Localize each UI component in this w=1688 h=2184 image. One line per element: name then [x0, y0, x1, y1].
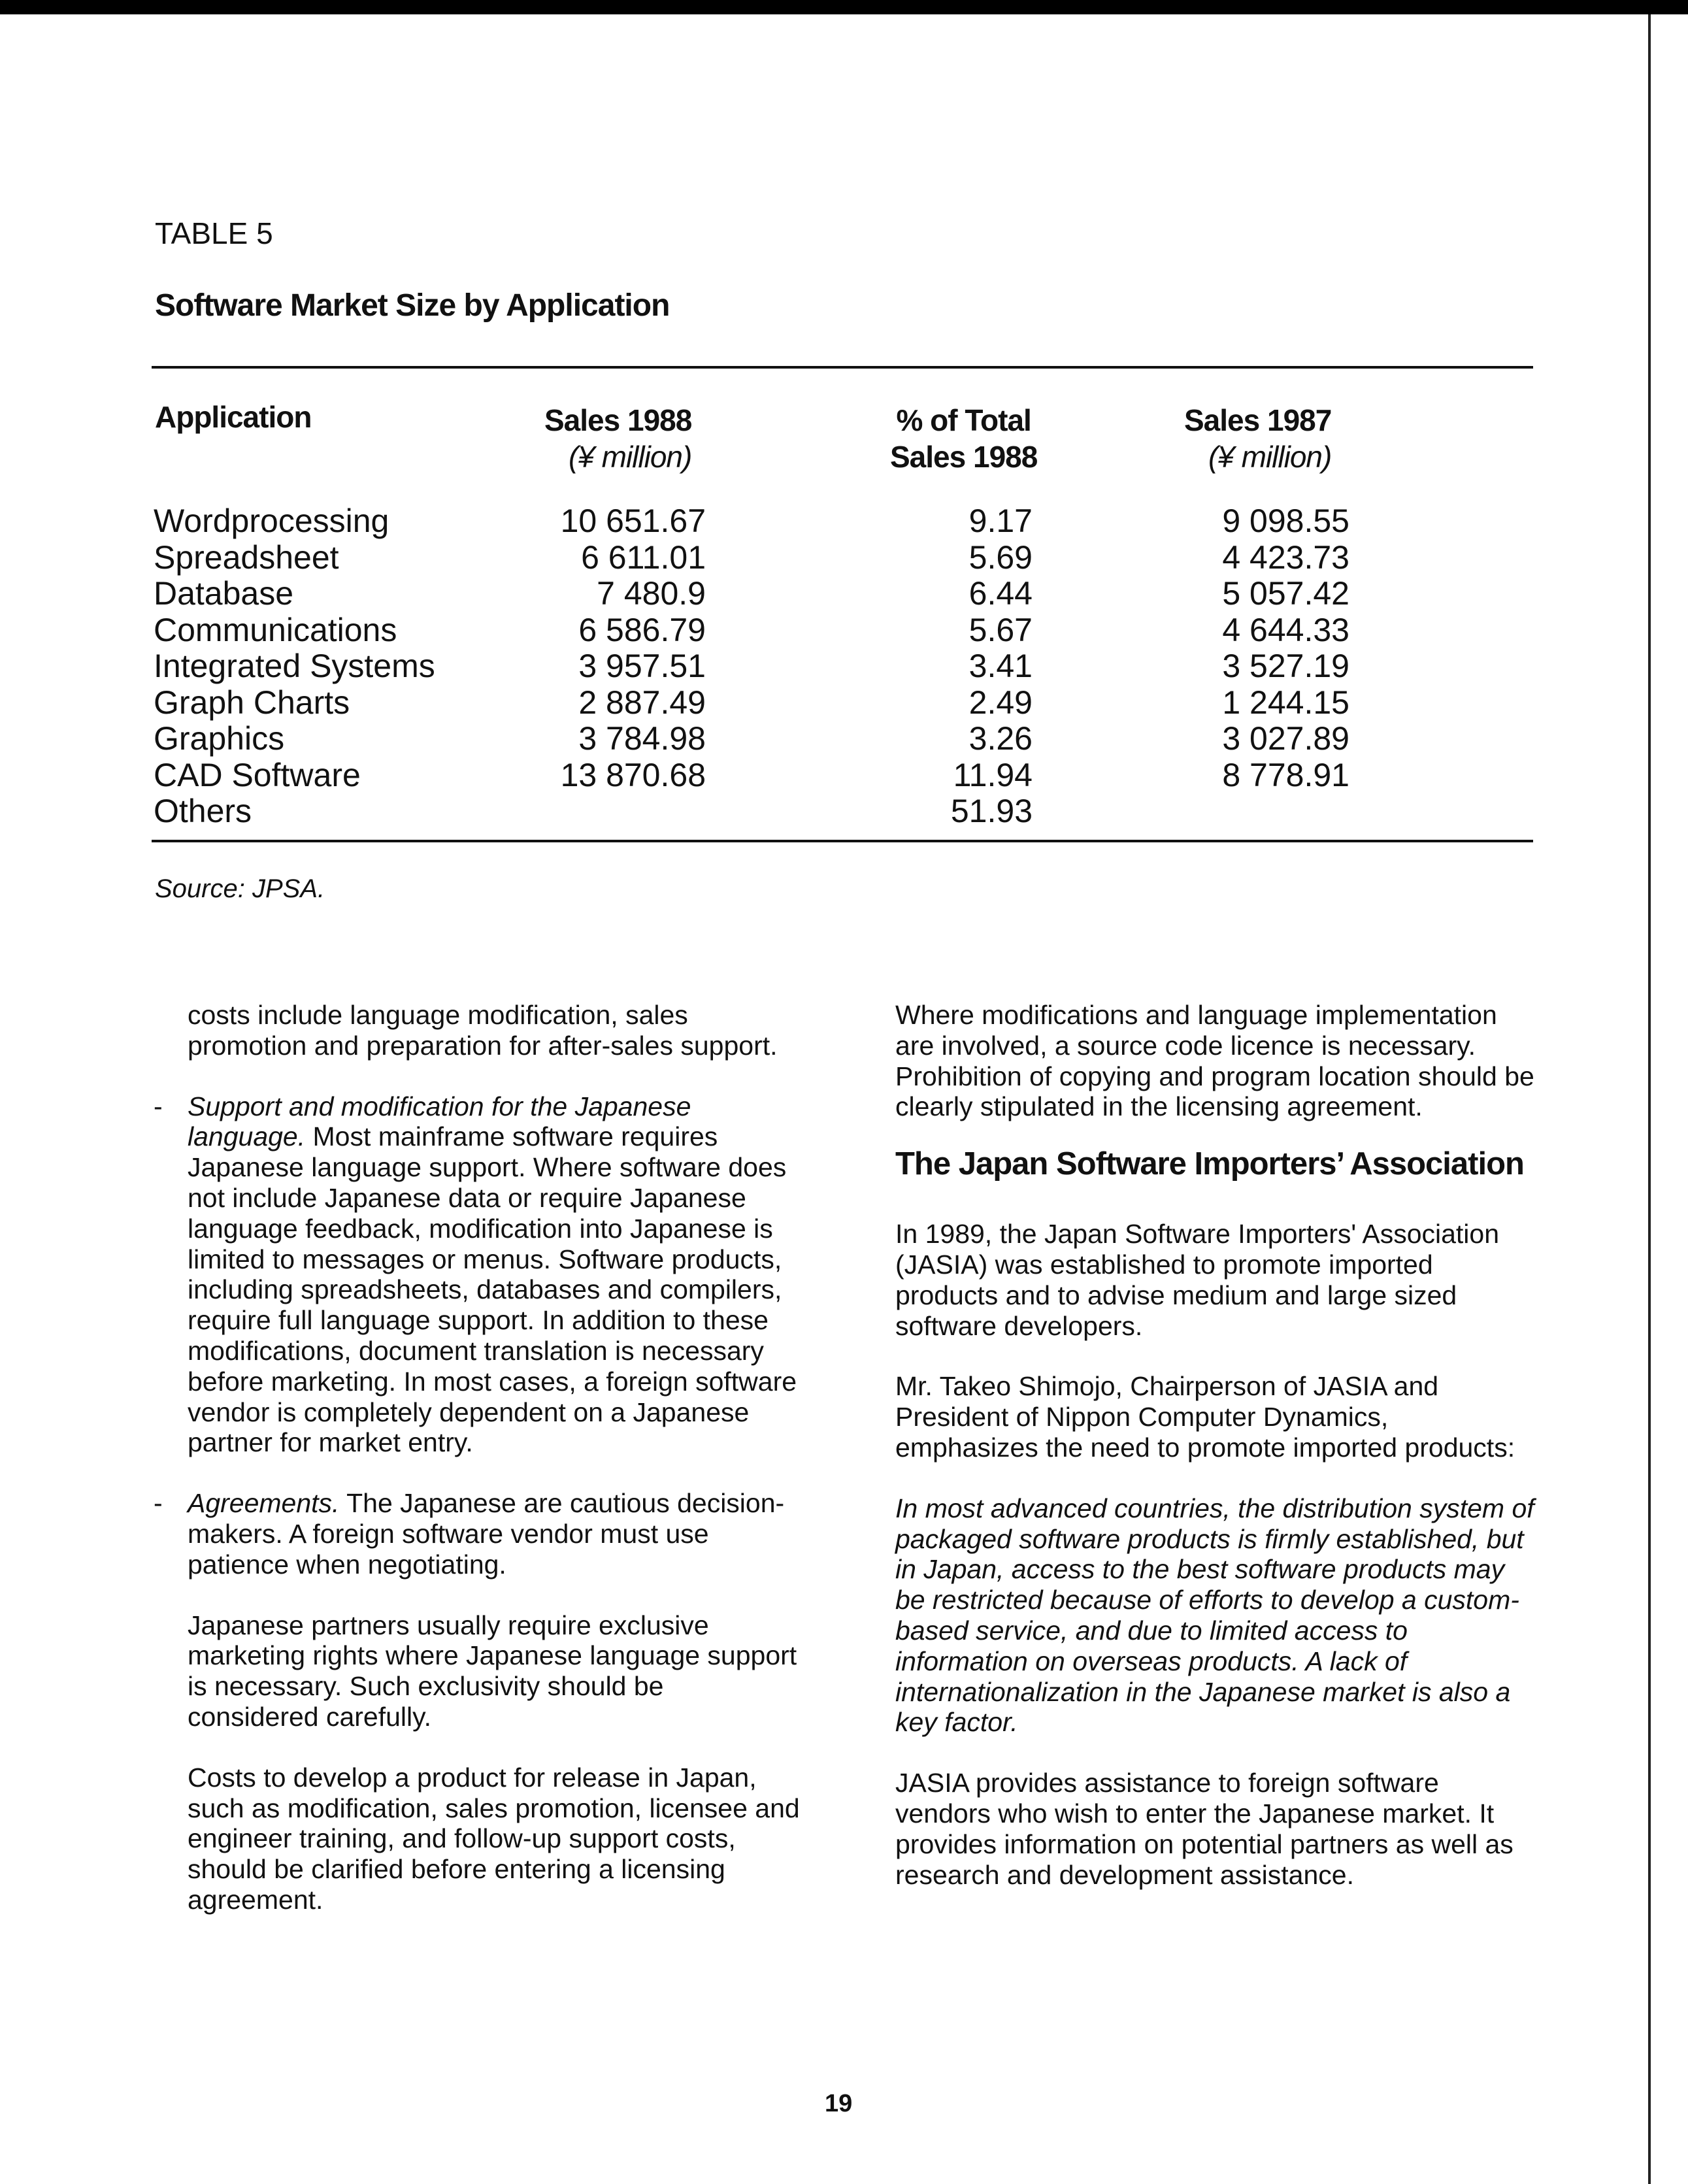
- table-label: TABLE 5: [155, 216, 273, 250]
- bullet-agreements: [154, 1488, 802, 1580]
- right-paragraph-3: Mr. Takeo Shimojo, Chairperson of JASIA and President of Nippon Computer Dynamics, emphasizes the need to promote imported products:: [895, 1371, 1515, 1463]
- right-paragraph-4: JASIA provides assistance to foreign software vendors who wish to enter the Japanese market. It provides information on potential partners as well as research and development assistance.: [895, 1768, 1514, 1890]
- table-body: [0, 503, 1688, 830]
- page-top-border: [0, 0, 1688, 14]
- cell-application: Spreadsheet: [154, 538, 339, 576]
- table-row: [0, 648, 1688, 685]
- left-column: [154, 1000, 802, 1915]
- bullet-lead-agreements: Agreements.: [188, 1488, 340, 1519]
- cell-pct-total: 6.44: [968, 575, 1033, 612]
- cell-sales-1988: 3 784.98: [578, 720, 706, 757]
- bullet-lead-support: Support and modification for the Japanese language.: [188, 1091, 691, 1152]
- header-sales-1987: [1184, 402, 1331, 475]
- cell-pct-total: 5.69: [968, 538, 1033, 576]
- header-pct-total: [890, 402, 1037, 475]
- right-paragraph-2: In 1989, the Japan Software Importers' Association (JASIA) was established to promote imported products and to advise medium and large sized software developers.: [895, 1219, 1500, 1341]
- cell-pct-total: 11.94: [953, 756, 1033, 793]
- cell-application: CAD Software: [154, 756, 361, 793]
- header-application-label: Application: [155, 400, 312, 434]
- bullet-support-modification: [154, 1091, 802, 1459]
- right-column: [895, 1000, 1536, 1890]
- table-row: [0, 685, 1688, 721]
- quote-block: In most advanced countries, the distribution system of packaged software products is firmly established, but in Japan, access to the best software products may be restricted because of efforts to develop a custom-based service, and due to limited access to information on overseas products. A lack of internationalization in the Japanese market is also a key factor.: [895, 1493, 1534, 1738]
- cell-sales-1987: 1 244.15: [1222, 684, 1349, 721]
- header-sales-1988-line2: (¥ million): [568, 440, 692, 474]
- cell-application: Database: [154, 575, 294, 612]
- cell-sales-1988: 7 480.9: [597, 575, 706, 612]
- cell-sales-1988: 13 870.68: [560, 756, 706, 793]
- cell-pct-total: 51.93: [950, 793, 1033, 829]
- header-sales-1988: [544, 402, 691, 475]
- cell-sales-1988: 10 651.67: [560, 503, 706, 539]
- table-row: [0, 721, 1688, 757]
- table-top-rule: [152, 366, 1533, 369]
- table-row: [0, 540, 1688, 576]
- left-paragraph-3: Costs to develop a product for release in Japan, such as modification, sales promotion, licensee and engineer training, and follow-up support costs, should be clarified before entering a licensing agreement.: [188, 1762, 800, 1915]
- cell-sales-1988: 3 957.51: [578, 648, 706, 684]
- cell-sales-1988: 2 887.49: [578, 684, 706, 721]
- table-row: [0, 793, 1688, 830]
- cell-sales-1987: 8 778.91: [1222, 756, 1349, 793]
- cell-sales-1987: 4 423.73: [1222, 538, 1349, 576]
- cell-sales-1987: 5 057.42: [1222, 575, 1349, 612]
- cell-sales-1988: 6 611.01: [581, 538, 706, 576]
- table-row: [0, 612, 1688, 649]
- bullet-dash: -: [154, 1091, 163, 1121]
- cell-application: Graphics: [154, 720, 285, 757]
- header-sales-1988-line1: Sales 1988: [544, 403, 692, 437]
- right-paragraph-1: Where modifications and language implementation are involved, a source code licence is necessary. Prohibition of copying and program location should be clearly stipulated in the licensing agreement.: [895, 1000, 1534, 1122]
- header-application: [155, 399, 311, 435]
- bullet-text-support: Most mainframe software requires Japanese language support. Where software does not include Japanese data or require Japanese language feedback, modification into Japanese is limited to messages or menus. Software products, including spreadsheets, databases and compilers, require full language support. In addition to these modifications, document translation is necessary before marketing. In most cases, a foreign software vendor is completely dependent on a Japanese partner for market entry.: [188, 1121, 797, 1458]
- cell-pct-total: 3.41: [968, 648, 1033, 684]
- header-pct-total-line1: % of Total: [896, 403, 1031, 437]
- cell-application: Communications: [154, 611, 397, 648]
- table-title: Software Market Size by Application: [155, 288, 670, 323]
- table-row: [0, 757, 1688, 794]
- cell-sales-1987: 3 527.19: [1222, 648, 1349, 684]
- header-pct-total-line2: Sales 1988: [890, 440, 1038, 474]
- bullet-text-agreements: The Japanese are cautious decision-makers. A foreign software vendor must use patience when negotiating.: [188, 1488, 785, 1580]
- header-sales-1987-line2: (¥ million): [1208, 440, 1332, 474]
- cell-pct-total: 9.17: [968, 503, 1033, 539]
- header-sales-1987-line1: Sales 1987: [1184, 403, 1332, 437]
- cell-application: Graph Charts: [154, 684, 350, 721]
- cell-sales-1987: 4 644.33: [1222, 611, 1349, 648]
- cell-sales-1987: 3 027.89: [1222, 720, 1349, 757]
- cell-sales-1988: 6 586.79: [578, 611, 706, 648]
- table-row: [0, 503, 1688, 540]
- bullet-dash: -: [154, 1488, 163, 1519]
- cell-application: Integrated Systems: [154, 648, 435, 684]
- table-bottom-rule: [152, 840, 1533, 842]
- cell-pct-total: 2.49: [968, 684, 1033, 721]
- cell-application: Wordprocessing: [154, 503, 389, 539]
- cell-pct-total: 3.26: [968, 720, 1033, 757]
- cell-sales-1987: 9 098.55: [1222, 503, 1349, 539]
- table-row: [0, 576, 1688, 612]
- left-paragraph-1: costs include language modification, sales promotion and preparation for after-sales support.: [188, 1000, 778, 1061]
- page-number: 19: [825, 2090, 853, 2117]
- left-paragraph-2: Japanese partners usually require exclusive marketing rights where Japanese language support is necessary. Such exclusivity should be considered carefully.: [188, 1610, 797, 1732]
- page-right-edge: [1648, 14, 1651, 2184]
- section-heading: The Japan Software Importers’ Association: [895, 1146, 1524, 1182]
- table-source: Source: JPSA.: [155, 874, 325, 903]
- cell-pct-total: 5.67: [968, 611, 1033, 648]
- cell-application: Others: [154, 793, 252, 829]
